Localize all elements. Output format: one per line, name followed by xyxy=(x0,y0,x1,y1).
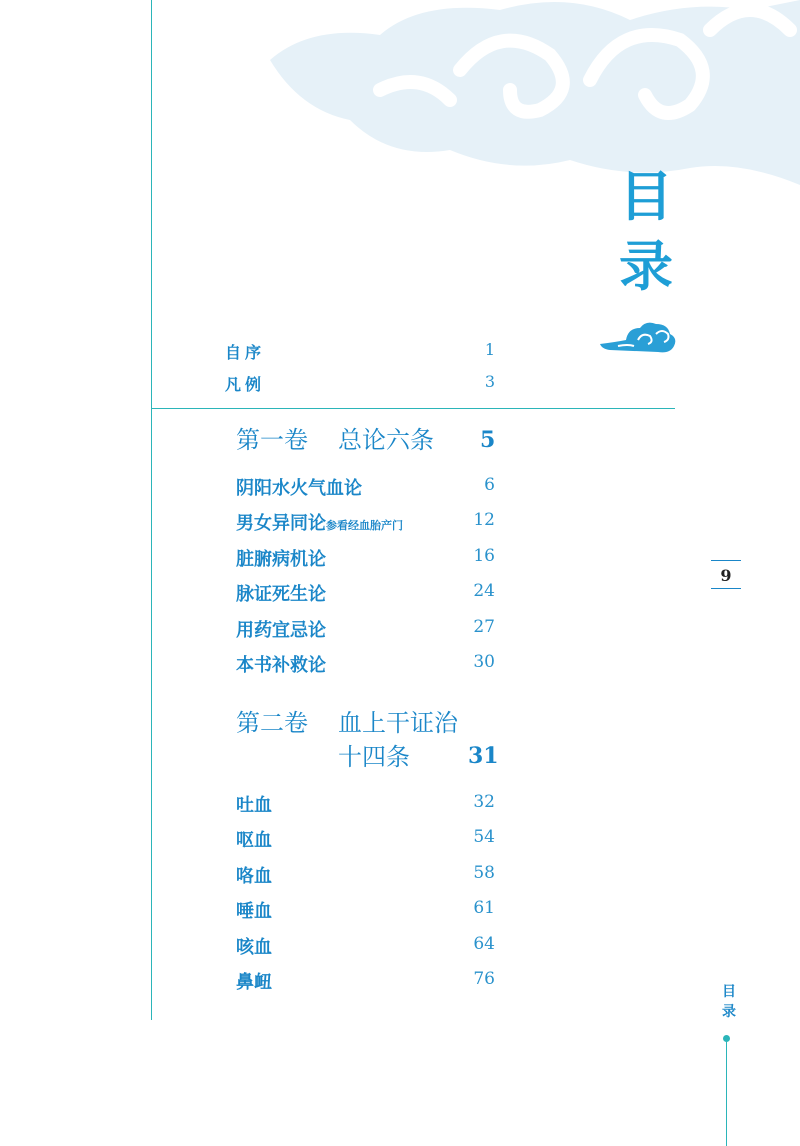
volume-1-label: 第一卷 xyxy=(236,426,308,454)
volume-1-page[interactable]: 5 xyxy=(480,427,496,453)
toc-entry-title: 凡例 xyxy=(225,375,266,394)
toc-entry[interactable] xyxy=(236,897,495,923)
volume-2-title-line-2: 十四条 xyxy=(338,743,410,771)
toc-entry-page: 61 xyxy=(473,898,495,918)
toc-entry-page: 12 xyxy=(473,510,495,530)
toc-entry[interactable] xyxy=(236,580,495,606)
toc-entry[interactable] xyxy=(236,616,495,642)
toc-entry-title: 鼻衄 xyxy=(236,972,272,993)
toc-entry-page: 3 xyxy=(484,372,495,391)
toc-entry-title: 脉证死生论 xyxy=(236,584,326,605)
toc-entry-page: 32 xyxy=(473,792,495,812)
toc-entry[interactable] xyxy=(236,545,495,571)
toc-entry[interactable] xyxy=(236,862,495,888)
toc-entry-title: 呕血 xyxy=(236,830,272,851)
toc-entry-title: 脏腑病机论 xyxy=(236,549,326,570)
cloud-ornament-icon xyxy=(598,316,678,356)
toc-entry-page: 6 xyxy=(484,475,495,495)
toc-entry-page: 16 xyxy=(473,546,495,566)
cloud-pattern-decoration xyxy=(270,0,800,185)
toc-entry-conventions[interactable] xyxy=(225,372,495,396)
volume-1-title: 总论六条 xyxy=(338,426,434,454)
left-margin-rule xyxy=(151,0,152,1020)
volume-2-label: 第二卷 xyxy=(236,709,308,737)
toc-entry-title: 唾血 xyxy=(236,901,272,922)
toc-entry-page: 1 xyxy=(484,340,495,359)
toc-entry-page: 27 xyxy=(473,617,495,637)
toc-entry[interactable] xyxy=(236,509,495,535)
running-head-char-1: 目 xyxy=(722,984,736,1000)
toc-entry-title: 阴阳水火气血论 xyxy=(236,478,362,499)
page-number-rule-bottom xyxy=(711,588,741,589)
toc-entry-page: 30 xyxy=(473,652,495,672)
toc-entry-title: 咯血 xyxy=(236,866,272,887)
toc-entry-title: 吐血 xyxy=(236,795,272,816)
toc-entry-title: 用药宜忌论 xyxy=(236,620,326,641)
toc-entry-title: 本书补救论 xyxy=(236,655,326,676)
toc-title-char-1: 目 xyxy=(619,164,673,228)
toc-entry[interactable] xyxy=(236,474,495,500)
running-head-char-2: 录 xyxy=(722,1004,736,1020)
toc-entry-page: 64 xyxy=(473,934,495,954)
toc-entry-page: 54 xyxy=(473,827,495,847)
toc-entry-title: 自序 xyxy=(225,343,266,362)
section-divider-rule xyxy=(151,408,675,409)
page-number: 9 xyxy=(720,566,732,585)
volume-2-title-line-1: 血上干证治 xyxy=(338,709,458,737)
page-number-rule-top xyxy=(711,560,741,561)
running-head-dot-icon xyxy=(723,1035,730,1042)
toc-entry[interactable] xyxy=(236,933,495,959)
toc-entry-page: 24 xyxy=(473,581,495,601)
toc-entry-note: 参看经血胎产门 xyxy=(326,519,403,532)
right-margin-rule xyxy=(726,1040,727,1146)
toc-entry-preface[interactable] xyxy=(225,340,495,364)
volume-2-page[interactable]: 31 xyxy=(468,743,499,769)
toc-entry-page: 58 xyxy=(473,863,495,883)
toc-title-char-2: 录 xyxy=(619,234,673,298)
toc-entry-title: 咳血 xyxy=(236,937,272,958)
toc-entry-page: 76 xyxy=(473,969,495,989)
toc-entry[interactable] xyxy=(236,968,495,994)
toc-entry[interactable] xyxy=(236,826,495,852)
toc-entry[interactable] xyxy=(236,651,495,677)
toc-entry[interactable] xyxy=(236,791,495,817)
toc-entry-title-row xyxy=(236,509,403,535)
toc-entry-title: 男女异同论 xyxy=(236,513,326,534)
